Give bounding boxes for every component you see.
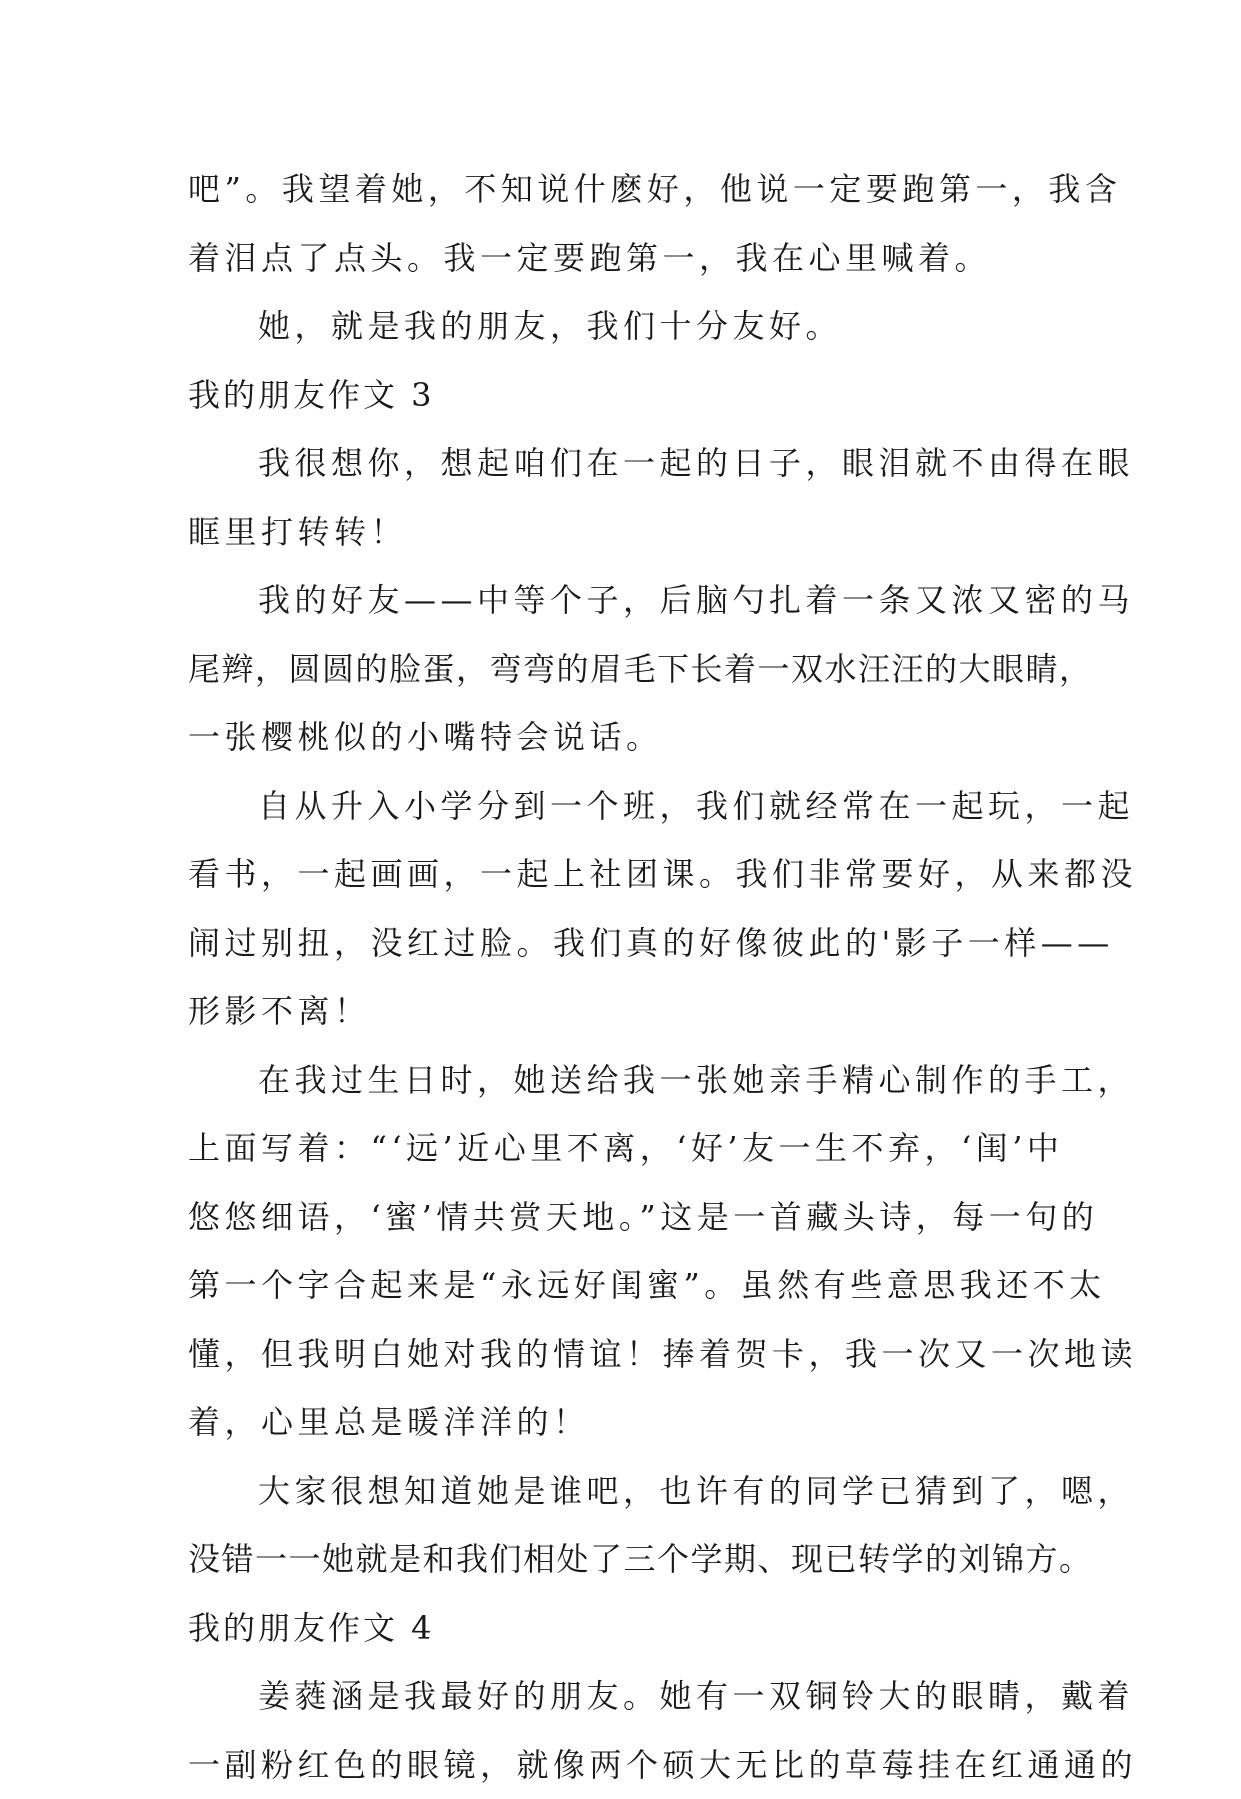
text-line: 一副粉红色的眼镜，就像两个硕大无比的草莓挂在红通通的 [188, 1731, 1058, 1799]
text-line: 形影不离！ [188, 977, 1058, 1046]
paragraph-first-line: 在我过生日时，她送给我一张她亲手精心制作的手工， [188, 1046, 1058, 1115]
text-line: 着，心里总是暖洋洋的！ [188, 1388, 1058, 1457]
text-line: 闹过别扭，没红过脸。我们真的好像彼此的'影子一样—— [188, 909, 1058, 978]
section-heading: 我的朋友作文 3 [188, 361, 1058, 430]
text-line: 眶里打转转！ [188, 498, 1058, 567]
text-line: 吧”。我望着她，不知说什麽好，他说一定要跑第一，我含 [188, 155, 1058, 224]
document-body [188, 155, 1058, 1799]
paragraph-first-line: 我的好友——中等个子，后脑勺扎着一条又浓又密的马 [188, 566, 1058, 635]
paragraph-first-line: 自从升入小学分到一个班，我们就经常在一起玩，一起 [188, 772, 1058, 841]
paragraph-first-line: 姜蕤涵是我最好的朋友。她有一双铜铃大的眼睛，戴着 [188, 1662, 1058, 1731]
text-line: 看书，一起画画，一起上社团课。我们非常要好，从来都没 [188, 840, 1058, 909]
text-line: 没错一一她就是和我们相处了三个学期、现已转学的刘锦方。 [188, 1525, 1058, 1594]
paragraph-first-line: 大家很想知道她是谁吧，也许有的同学已猜到了，嗯， [188, 1457, 1058, 1526]
text-line: 懂，但我明白她对我的情谊！捧着贺卡，我一次又一次地读 [188, 1320, 1058, 1389]
text-line: 一张樱桃似的小嘴特会说话。 [188, 703, 1058, 772]
text-line: 悠悠细语，‘蜜’情共赏天地。”这是一首藏头诗，每一句的 [188, 1183, 1058, 1252]
text-line: 着泪点了点头。我一定要跑第一，我在心里喊着。 [188, 224, 1058, 293]
text-line: 上面写着：“‘远’近心里不离，‘好’友一生不弃，‘闺’中 [188, 1114, 1058, 1183]
paragraph-first-line: 她，就是我的朋友，我们十分友好。 [188, 292, 1058, 361]
text-line: 尾辫，圆圆的脸蛋，弯弯的眉毛下长着一双水汪汪的大眼睛， [188, 635, 1058, 704]
section-heading: 我的朋友作文 4 [188, 1594, 1058, 1663]
text-line: 第一个字合起来是“永远好闺蜜”。虽然有些意思我还不太 [188, 1251, 1058, 1320]
paragraph-first-line: 我很想你，想起咱们在一起的日子，眼泪就不由得在眼 [188, 429, 1058, 498]
